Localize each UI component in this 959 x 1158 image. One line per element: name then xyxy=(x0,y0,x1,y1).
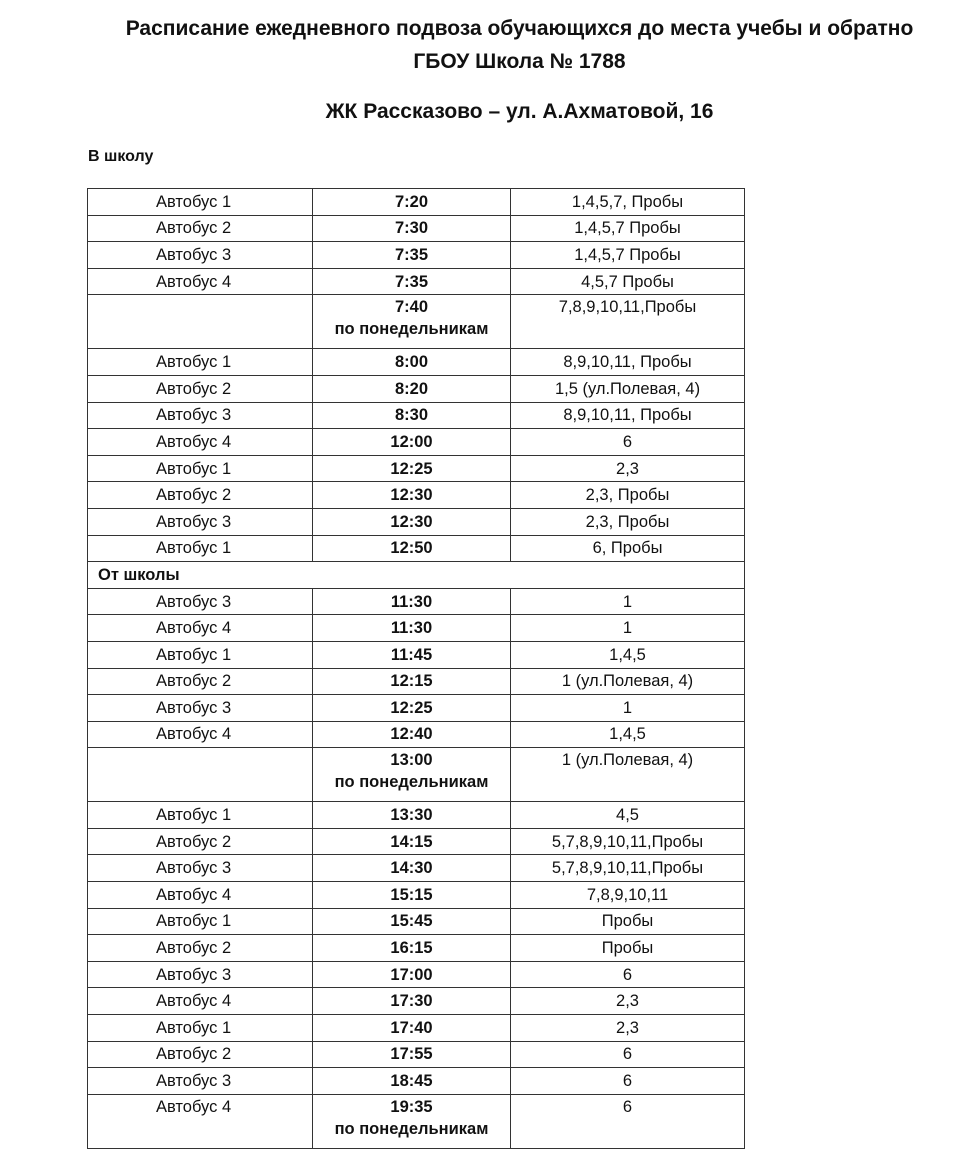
time-cell xyxy=(313,802,511,829)
departure-time: 13:30 xyxy=(390,806,433,825)
time-cell xyxy=(313,695,511,722)
route-title: ЖК Рассказово – ул. А.Ахматовой, 16 xyxy=(325,100,714,123)
classes-cell: 1,4,5,7 Пробы xyxy=(511,215,745,242)
departure-time: 12:30 xyxy=(390,486,433,505)
time-cell xyxy=(313,215,511,242)
section-to-school-label: В школу xyxy=(88,148,154,165)
classes-cell: Пробы xyxy=(511,935,745,962)
departure-time: 17:40 xyxy=(390,1018,433,1037)
time-cell xyxy=(313,1094,511,1148)
document-title: Расписание ежедневного подвоза обучающихся до места учебы и обратно xyxy=(125,17,914,40)
departure-time: 18:45 xyxy=(390,1072,433,1091)
classes-cell: 2,3, Пробы xyxy=(511,482,745,509)
table-row xyxy=(88,1094,745,1148)
bus-cell: Автобус 3 xyxy=(88,695,313,722)
departure-time: 8:20 xyxy=(394,379,429,398)
departure-time: 13:00 xyxy=(390,751,433,770)
table-row xyxy=(88,242,745,269)
departure-time: 7:20 xyxy=(394,192,429,211)
departure-time: 7:35 xyxy=(394,245,429,264)
table-row xyxy=(88,748,745,802)
bus-cell: Автобус 3 xyxy=(88,855,313,882)
departure-time: 17:30 xyxy=(390,992,433,1011)
departure-time: 15:45 xyxy=(390,912,433,931)
table-row xyxy=(88,455,745,482)
classes-cell: 1 (ул.Полевая, 4) xyxy=(511,748,745,802)
table-row xyxy=(88,402,745,429)
bus-cell: Автобус 3 xyxy=(88,242,313,269)
departure-time: 11:45 xyxy=(390,645,433,664)
bus-cell xyxy=(88,748,313,802)
table-row xyxy=(88,215,745,242)
classes-cell: 4,5 xyxy=(511,802,745,829)
table-row xyxy=(88,935,745,962)
table-row xyxy=(88,349,745,376)
classes-cell: 6, Пробы xyxy=(511,535,745,562)
classes-cell: Пробы xyxy=(511,908,745,935)
from-school-rows xyxy=(88,588,745,1148)
section-from-school-label: От школы xyxy=(88,562,745,589)
time-cell xyxy=(313,935,511,962)
table-row xyxy=(88,668,745,695)
time-cell xyxy=(313,349,511,376)
table-row xyxy=(88,641,745,668)
time-cell xyxy=(313,1041,511,1068)
classes-cell: 6 xyxy=(511,1094,745,1148)
bus-cell: Автобус 2 xyxy=(88,828,313,855)
classes-cell: 1,4,5 xyxy=(511,641,745,668)
bus-cell: Автобус 4 xyxy=(88,721,313,748)
classes-cell: 6 xyxy=(511,961,745,988)
bus-cell: Автобус 4 xyxy=(88,988,313,1015)
departure-time: 11:30 xyxy=(390,619,433,638)
table-row xyxy=(88,721,745,748)
table-row xyxy=(88,1041,745,1068)
bus-cell: Автобус 4 xyxy=(88,268,313,295)
bus-cell: Автобус 1 xyxy=(88,535,313,562)
time-cell xyxy=(313,1015,511,1042)
table-row xyxy=(88,802,745,829)
table-row xyxy=(88,508,745,535)
time-cell xyxy=(313,882,511,909)
classes-cell: 2,3 xyxy=(511,988,745,1015)
bus-cell: Автобус 4 xyxy=(88,615,313,642)
table-row xyxy=(88,855,745,882)
time-cell xyxy=(313,295,511,349)
classes-cell: 2,3 xyxy=(511,1015,745,1042)
school-name: ГБОУ Школа № 1788 xyxy=(413,50,626,73)
classes-cell: 5,7,8,9,10,11,Пробы xyxy=(511,828,745,855)
schedule-note: по понедельникам xyxy=(334,1119,489,1138)
classes-cell: 6 xyxy=(511,1041,745,1068)
table-row xyxy=(88,615,745,642)
table-row xyxy=(88,882,745,909)
departure-time: 17:55 xyxy=(390,1045,433,1064)
classes-cell: 1,5 (ул.Полевая, 4) xyxy=(511,375,745,402)
time-cell xyxy=(313,855,511,882)
departure-time: 12:00 xyxy=(390,432,433,451)
departure-time: 8:00 xyxy=(394,353,429,372)
departure-time: 14:15 xyxy=(390,832,433,851)
bus-cell: Автобус 1 xyxy=(88,802,313,829)
classes-cell: 7,8,9,10,11 xyxy=(511,882,745,909)
bus-cell: Автобус 3 xyxy=(88,508,313,535)
table-row xyxy=(88,375,745,402)
classes-cell: 4,5,7 Пробы xyxy=(511,268,745,295)
time-cell xyxy=(313,615,511,642)
table-row xyxy=(88,1015,745,1042)
table-row xyxy=(88,988,745,1015)
table-row xyxy=(88,961,745,988)
bus-cell: Автобус 1 xyxy=(88,1015,313,1042)
table-row xyxy=(88,535,745,562)
time-cell xyxy=(313,988,511,1015)
schedule-note: по понедельникам xyxy=(334,320,489,339)
time-cell xyxy=(313,455,511,482)
departure-time: 12:40 xyxy=(390,725,433,744)
bus-cell: Автобус 3 xyxy=(88,961,313,988)
bus-cell: Автобус 3 xyxy=(88,588,313,615)
bus-cell: Автобус 2 xyxy=(88,1041,313,1068)
departure-time: 8:30 xyxy=(394,406,429,425)
time-cell xyxy=(313,508,511,535)
departure-time: 7:35 xyxy=(394,272,429,291)
departure-time: 16:15 xyxy=(390,939,433,958)
departure-time: 12:30 xyxy=(390,512,433,531)
bus-cell xyxy=(88,295,313,349)
classes-cell: 1 xyxy=(511,695,745,722)
classes-cell: 6 xyxy=(511,429,745,456)
classes-cell: 2,3 xyxy=(511,455,745,482)
time-cell xyxy=(313,748,511,802)
bus-cell: Автобус 1 xyxy=(88,641,313,668)
classes-cell: 1 xyxy=(511,615,745,642)
table-row xyxy=(88,908,745,935)
classes-cell: 1,4,5 xyxy=(511,721,745,748)
bus-cell: Автобус 2 xyxy=(88,935,313,962)
table-row xyxy=(88,482,745,509)
time-cell xyxy=(313,375,511,402)
table-row xyxy=(88,1068,745,1095)
bus-cell: Автобус 2 xyxy=(88,375,313,402)
time-cell xyxy=(313,961,511,988)
classes-cell: 6 xyxy=(511,1068,745,1095)
table-row xyxy=(88,295,745,349)
time-cell xyxy=(313,908,511,935)
departure-time: 12:25 xyxy=(390,459,433,478)
classes-cell: 7,8,9,10,11,Пробы xyxy=(511,295,745,349)
departure-time: 7:40 xyxy=(394,298,429,317)
table-row xyxy=(88,268,745,295)
departure-time: 7:30 xyxy=(394,219,429,238)
bus-cell: Автобус 4 xyxy=(88,882,313,909)
bus-cell: Автобус 2 xyxy=(88,215,313,242)
schedule-table xyxy=(87,188,745,1149)
time-cell xyxy=(313,402,511,429)
time-cell xyxy=(313,668,511,695)
classes-cell: 8,9,10,11, Пробы xyxy=(511,349,745,376)
time-cell xyxy=(313,429,511,456)
departure-time: 14:30 xyxy=(390,859,433,878)
departure-time: 12:25 xyxy=(390,698,433,717)
time-cell xyxy=(313,588,511,615)
departure-time: 17:00 xyxy=(390,965,433,984)
time-cell xyxy=(313,189,511,216)
time-cell xyxy=(313,535,511,562)
section-divider xyxy=(88,562,745,589)
classes-cell: 1,4,5,7 Пробы xyxy=(511,242,745,269)
time-cell xyxy=(313,828,511,855)
bus-cell: Автобус 4 xyxy=(88,1094,313,1148)
bus-cell: Автобус 1 xyxy=(88,908,313,935)
bus-cell: Автобус 1 xyxy=(88,455,313,482)
time-cell xyxy=(313,641,511,668)
classes-cell: 1 xyxy=(511,588,745,615)
time-cell xyxy=(313,268,511,295)
section-row xyxy=(88,562,745,589)
table-row xyxy=(88,429,745,456)
time-cell xyxy=(313,482,511,509)
table-row xyxy=(88,588,745,615)
table-row xyxy=(88,828,745,855)
bus-cell: Автобус 1 xyxy=(88,189,313,216)
time-cell xyxy=(313,721,511,748)
classes-cell: 1,4,5,7, Пробы xyxy=(511,189,745,216)
bus-cell: Автобус 3 xyxy=(88,1068,313,1095)
bus-cell: Автобус 2 xyxy=(88,668,313,695)
departure-time: 19:35 xyxy=(390,1097,433,1116)
classes-cell: 5,7,8,9,10,11,Пробы xyxy=(511,855,745,882)
classes-cell: 1 (ул.Полевая, 4) xyxy=(511,668,745,695)
time-cell xyxy=(313,1068,511,1095)
departure-time: 15:15 xyxy=(390,885,433,904)
departure-time: 12:50 xyxy=(390,539,433,558)
bus-cell: Автобус 1 xyxy=(88,349,313,376)
classes-cell: 8,9,10,11, Пробы xyxy=(511,402,745,429)
departure-time: 11:30 xyxy=(390,592,433,611)
schedule-note: по понедельникам xyxy=(334,773,489,792)
time-cell xyxy=(313,242,511,269)
table-row xyxy=(88,695,745,722)
departure-time: 12:15 xyxy=(390,672,433,691)
bus-cell: Автобус 3 xyxy=(88,402,313,429)
bus-cell: Автобус 4 xyxy=(88,429,313,456)
bus-cell: Автобус 2 xyxy=(88,482,313,509)
table-row xyxy=(88,189,745,216)
classes-cell: 2,3, Пробы xyxy=(511,508,745,535)
to-school-rows xyxy=(88,189,745,562)
